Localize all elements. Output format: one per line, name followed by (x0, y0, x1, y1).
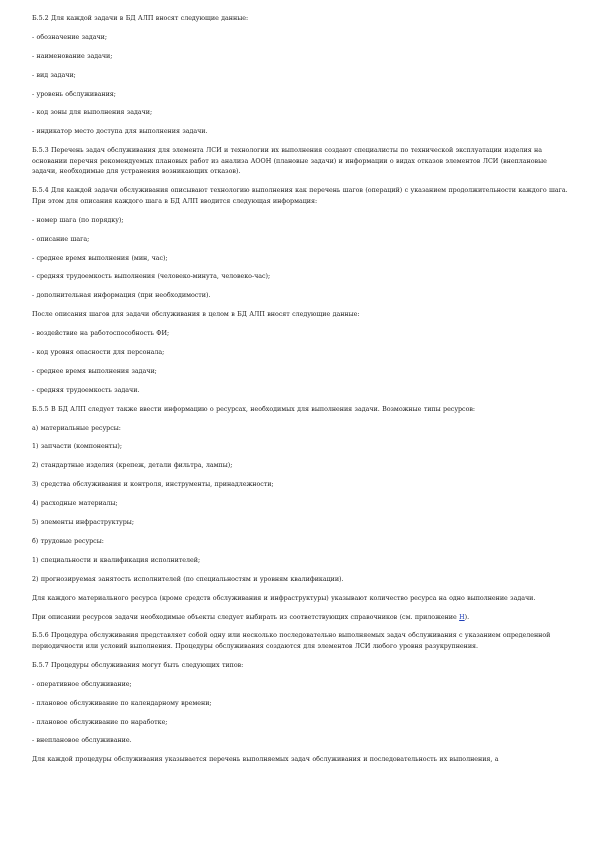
paragraph: б) трудовые ресурсы: (32, 537, 104, 545)
paragraph: - уровень обслуживания; (32, 90, 116, 98)
reference-text-after: ). (464, 613, 470, 621)
paragraph: Для каждой процедуры обслуживания указывается перечень выполняемых задач обслуживания и последовательность их выполнения, а (32, 756, 499, 764)
paragraph: 1) запчасти (компоненты); (32, 443, 122, 451)
paragraph: - плановое обслуживание по календарному времени; (32, 699, 212, 707)
paragraph: - среднее время выполнения (мин, час); (32, 254, 168, 262)
paragraph: - воздействие на работоспособность ФИ; (32, 330, 170, 338)
paragraph: 5) элементы инфраструктуры; (32, 519, 134, 527)
paragraph: Б.5.5 В БД АЛП следует также ввести информацию о ресурсах, необходимых для выполнения задачи. Возможные типы ресурсов: (32, 405, 476, 413)
paragraph: 4) расходные материалы; (32, 500, 118, 508)
paragraph: - обозначение задачи; (32, 33, 107, 41)
paragraph: Б.5.7 Процедуры обслуживания могут быть следующих типов: (32, 661, 244, 669)
paragraph: - описание шага; (32, 235, 90, 243)
paragraph: - плановое обслуживание по наработке; (32, 718, 168, 726)
paragraph: - наименование задачи; (32, 52, 113, 60)
paragraph: Б.5.3 Перечень задач обслуживания для элемента ЛСИ и технологии их выполнения создают специалисты по технической эксплуатации изделия на основании перечня рекомендуемых плановых работ из анализа АООН (плановые задачи) и информации о видах отказов элементов ЛСИ (внеплановые задачи, необходимые для устранения возникающих отказов). (32, 147, 547, 176)
paragraph: - код уровня опасности для персонала; (32, 349, 165, 357)
paragraph: а) материальные ресурсы: (32, 424, 121, 432)
paragraph: Для каждого материального ресурса (кроме средств обслуживания и инфраструктуры) указывают количество ресурса на одно выполнение задачи. (32, 594, 536, 602)
paragraph: После описания шагов для задачи обслуживания в целом в БД АЛП вносят следующие данные: (32, 311, 360, 319)
paragraph: 2) прогнозируемая занятость исполнителей (по специальностям и уровням квалификации). (32, 575, 344, 583)
paragraph: - индикатор место доступа для выполнения задачи. (32, 128, 208, 136)
reference-text-before: При описании ресурсов задачи необходимые объекты следует выбирать из соответствующих справочников (см. приложение (32, 613, 460, 621)
paragraph: - средняя трудоемкость выполнения (человеко-минута, человеко-час); (32, 273, 271, 281)
appendix-link[interactable]: Н (459, 613, 465, 621)
reference-paragraph (32, 613, 573, 624)
paragraph: 1) специальности и квалификация исполнителей; (32, 556, 201, 564)
paragraphs-top (32, 14, 573, 604)
paragraphs-bottom (32, 631, 573, 766)
paragraph: - дополнительная информация (при необходимости). (32, 292, 211, 300)
paragraph: - средняя трудоемкость задачи. (32, 386, 140, 394)
paragraph: - номер шага (по порядку); (32, 216, 124, 224)
paragraph: 3) средства обслуживания и контроля, инструменты, принадлежности; (32, 481, 274, 489)
paragraph: - внеплановое обслуживание. (32, 737, 132, 745)
paragraph: Б.5.4 Для каждой задачи обслуживания описывают технологию выполнения как перечень шагов (операций) с указанием продолжительности каждого шага. При этом для описания каждого шага в БД АЛП вводится следующая информация: (32, 187, 568, 205)
paragraph: - вид задачи; (32, 71, 76, 79)
paragraph: Б.5.6 Процедура обслуживания представляет собой одну или несколько последовательно выполняемых задач обслуживания с указанием определенной периодичности или условий выполнения. Процедуры обслуживания создаются для элементов ЛСИ любого уровня разукрупнения. (32, 632, 551, 650)
paragraph: - оперативное обслуживание; (32, 680, 132, 688)
paragraph: - код зоны для выполнения задачи; (32, 109, 153, 117)
paragraph: Б.5.2 Для каждой задачи в БД АЛП вносят следующие данные: (32, 15, 249, 22)
paragraph: 2) стандартные изделия (крепеж, детали фильтра, лампы); (32, 462, 233, 470)
paragraph: - среднее время выполнения задачи; (32, 367, 157, 375)
